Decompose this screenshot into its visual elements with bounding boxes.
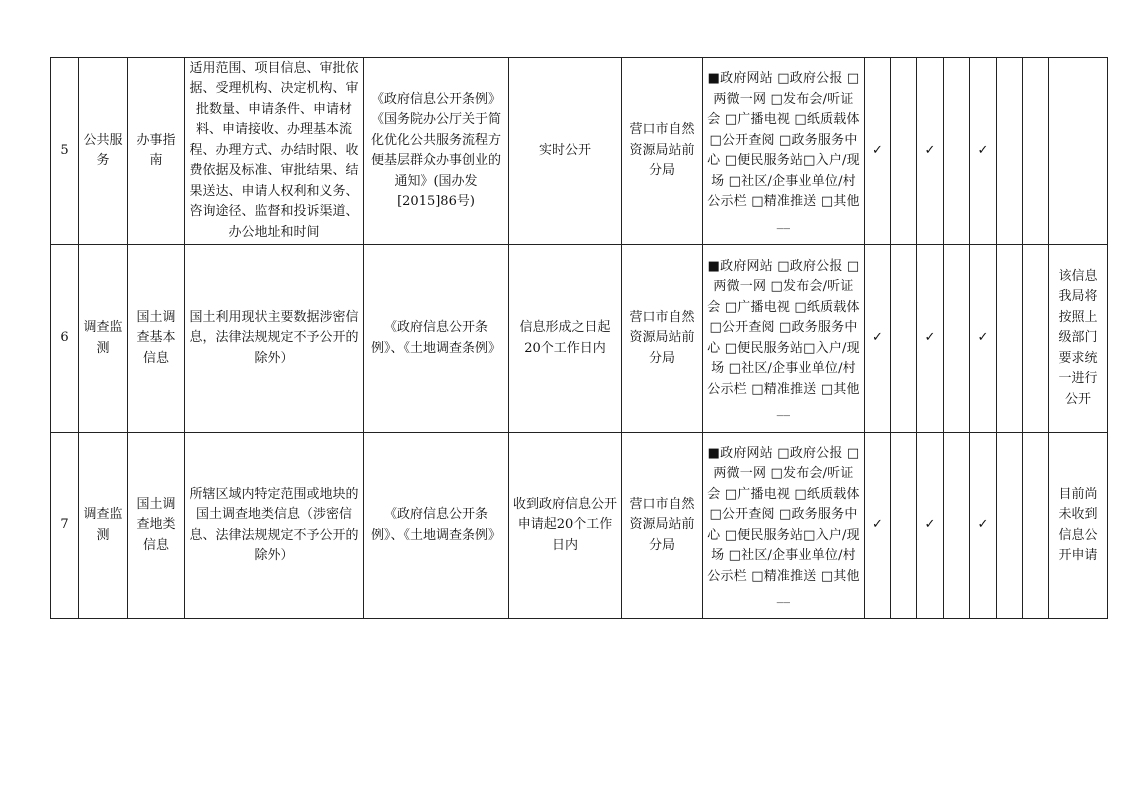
row-number: 5: [51, 58, 79, 245]
category-cell: 调查监测: [79, 433, 128, 619]
check-cell: ✓: [917, 58, 944, 245]
check-cell: [997, 245, 1023, 433]
check-cell: ✓: [865, 245, 891, 433]
check-cell: [944, 433, 970, 619]
check-cell: [891, 58, 917, 245]
remark-cell: 目前尚未收到信息公开申请: [1049, 433, 1108, 619]
check-cell: ✓: [865, 433, 891, 619]
agency-cell: 营口市自然资源局站前分局: [622, 433, 703, 619]
channels-cell: ■政府网站 □政府公报 □两微一网 □发布会/听证会 □广播电视 □纸质载体 □公开查阅 □政务服务中心 □便民服务站□入户/现场 □社区/企事业单位/村公示栏 □精准推送 □其他__: [703, 245, 865, 433]
row-number: 6: [51, 245, 79, 433]
basis-cell: 《政府信息公开条例》《国务院办公厅关于简化优化公共服务流程方便基层群众办事创业的通知》(国办发[2015]86号): [364, 58, 509, 245]
timing-cell: 实时公开: [509, 58, 622, 245]
content-cell: 适用范围、项目信息、审批依据、受理机构、决定机构、审批数量、申请条件、申请材料、申请接收、办理基本流程、办理方式、办结时限、收费依据及标准、审批结果、结果送达、申请人权利和义务、咨询途径、监督和投诉渠道、办公地址和时间: [185, 58, 364, 245]
row-number: 7: [51, 433, 79, 619]
content-cell: 国土利用现状主要数据涉密信息，法律法规规定不予公开的除外）: [185, 245, 364, 433]
disclosure-table: [50, 57, 1108, 619]
check-cell: ✓: [865, 58, 891, 245]
agency-cell: 营口市自然资源局站前分局: [622, 58, 703, 245]
category-cell: 公共服务: [79, 58, 128, 245]
timing-cell: 信息形成之日起20个工作日内: [509, 245, 622, 433]
remark-cell: 该信息我局将按照上级部门要求统一进行公开: [1049, 245, 1108, 433]
table-row: [51, 58, 1108, 245]
subcategory-cell: 办事指南: [128, 58, 185, 245]
basis-cell: 《政府信息公开条例》、《土地调查条例》: [364, 245, 509, 433]
channels-cell: ■政府网站 □政府公报 □两微一网 □发布会/听证会 □广播电视 □纸质载体 □公开查阅 □政务服务中心 □便民服务站□入户/现场 □社区/企事业单位/村公示栏 □精准推送 □其他__: [703, 58, 865, 245]
content-cell: 所辖区域内特定范围或地块的国土调查地类信息（涉密信息、法律法规规定不予公开的除外）: [185, 433, 364, 619]
agency-cell: 营口市自然资源局站前分局: [622, 245, 703, 433]
check-cell: ✓: [917, 433, 944, 619]
check-cell: [891, 433, 917, 619]
check-cell: [1023, 58, 1049, 245]
check-cell: ✓: [970, 245, 997, 433]
check-cell: [997, 58, 1023, 245]
channels-cell: ■政府网站 □政府公报 □两微一网 □发布会/听证会 □广播电视 □纸质载体 □公开查阅 □政务服务中心 □便民服务站□入户/现场 □社区/企事业单位/村公示栏 □精准推送 □其他__: [703, 433, 865, 619]
category-cell: 调查监测: [79, 245, 128, 433]
subcategory-cell: 国土调查基本信息: [128, 245, 185, 433]
check-cell: [944, 58, 970, 245]
check-cell: [1023, 433, 1049, 619]
remark-cell: [1049, 58, 1108, 245]
check-cell: ✓: [970, 433, 997, 619]
check-cell: [997, 433, 1023, 619]
table-row: [51, 433, 1108, 619]
timing-cell: 收到政府信息公开申请起20个工作日内: [509, 433, 622, 619]
check-cell: [944, 245, 970, 433]
check-cell: [1023, 245, 1049, 433]
check-cell: [891, 245, 917, 433]
basis-cell: 《政府信息公开条例》、《土地调查条例》: [364, 433, 509, 619]
table-row: [51, 245, 1108, 433]
check-cell: ✓: [917, 245, 944, 433]
check-cell: ✓: [970, 58, 997, 245]
subcategory-cell: 国土调查地类信息: [128, 433, 185, 619]
